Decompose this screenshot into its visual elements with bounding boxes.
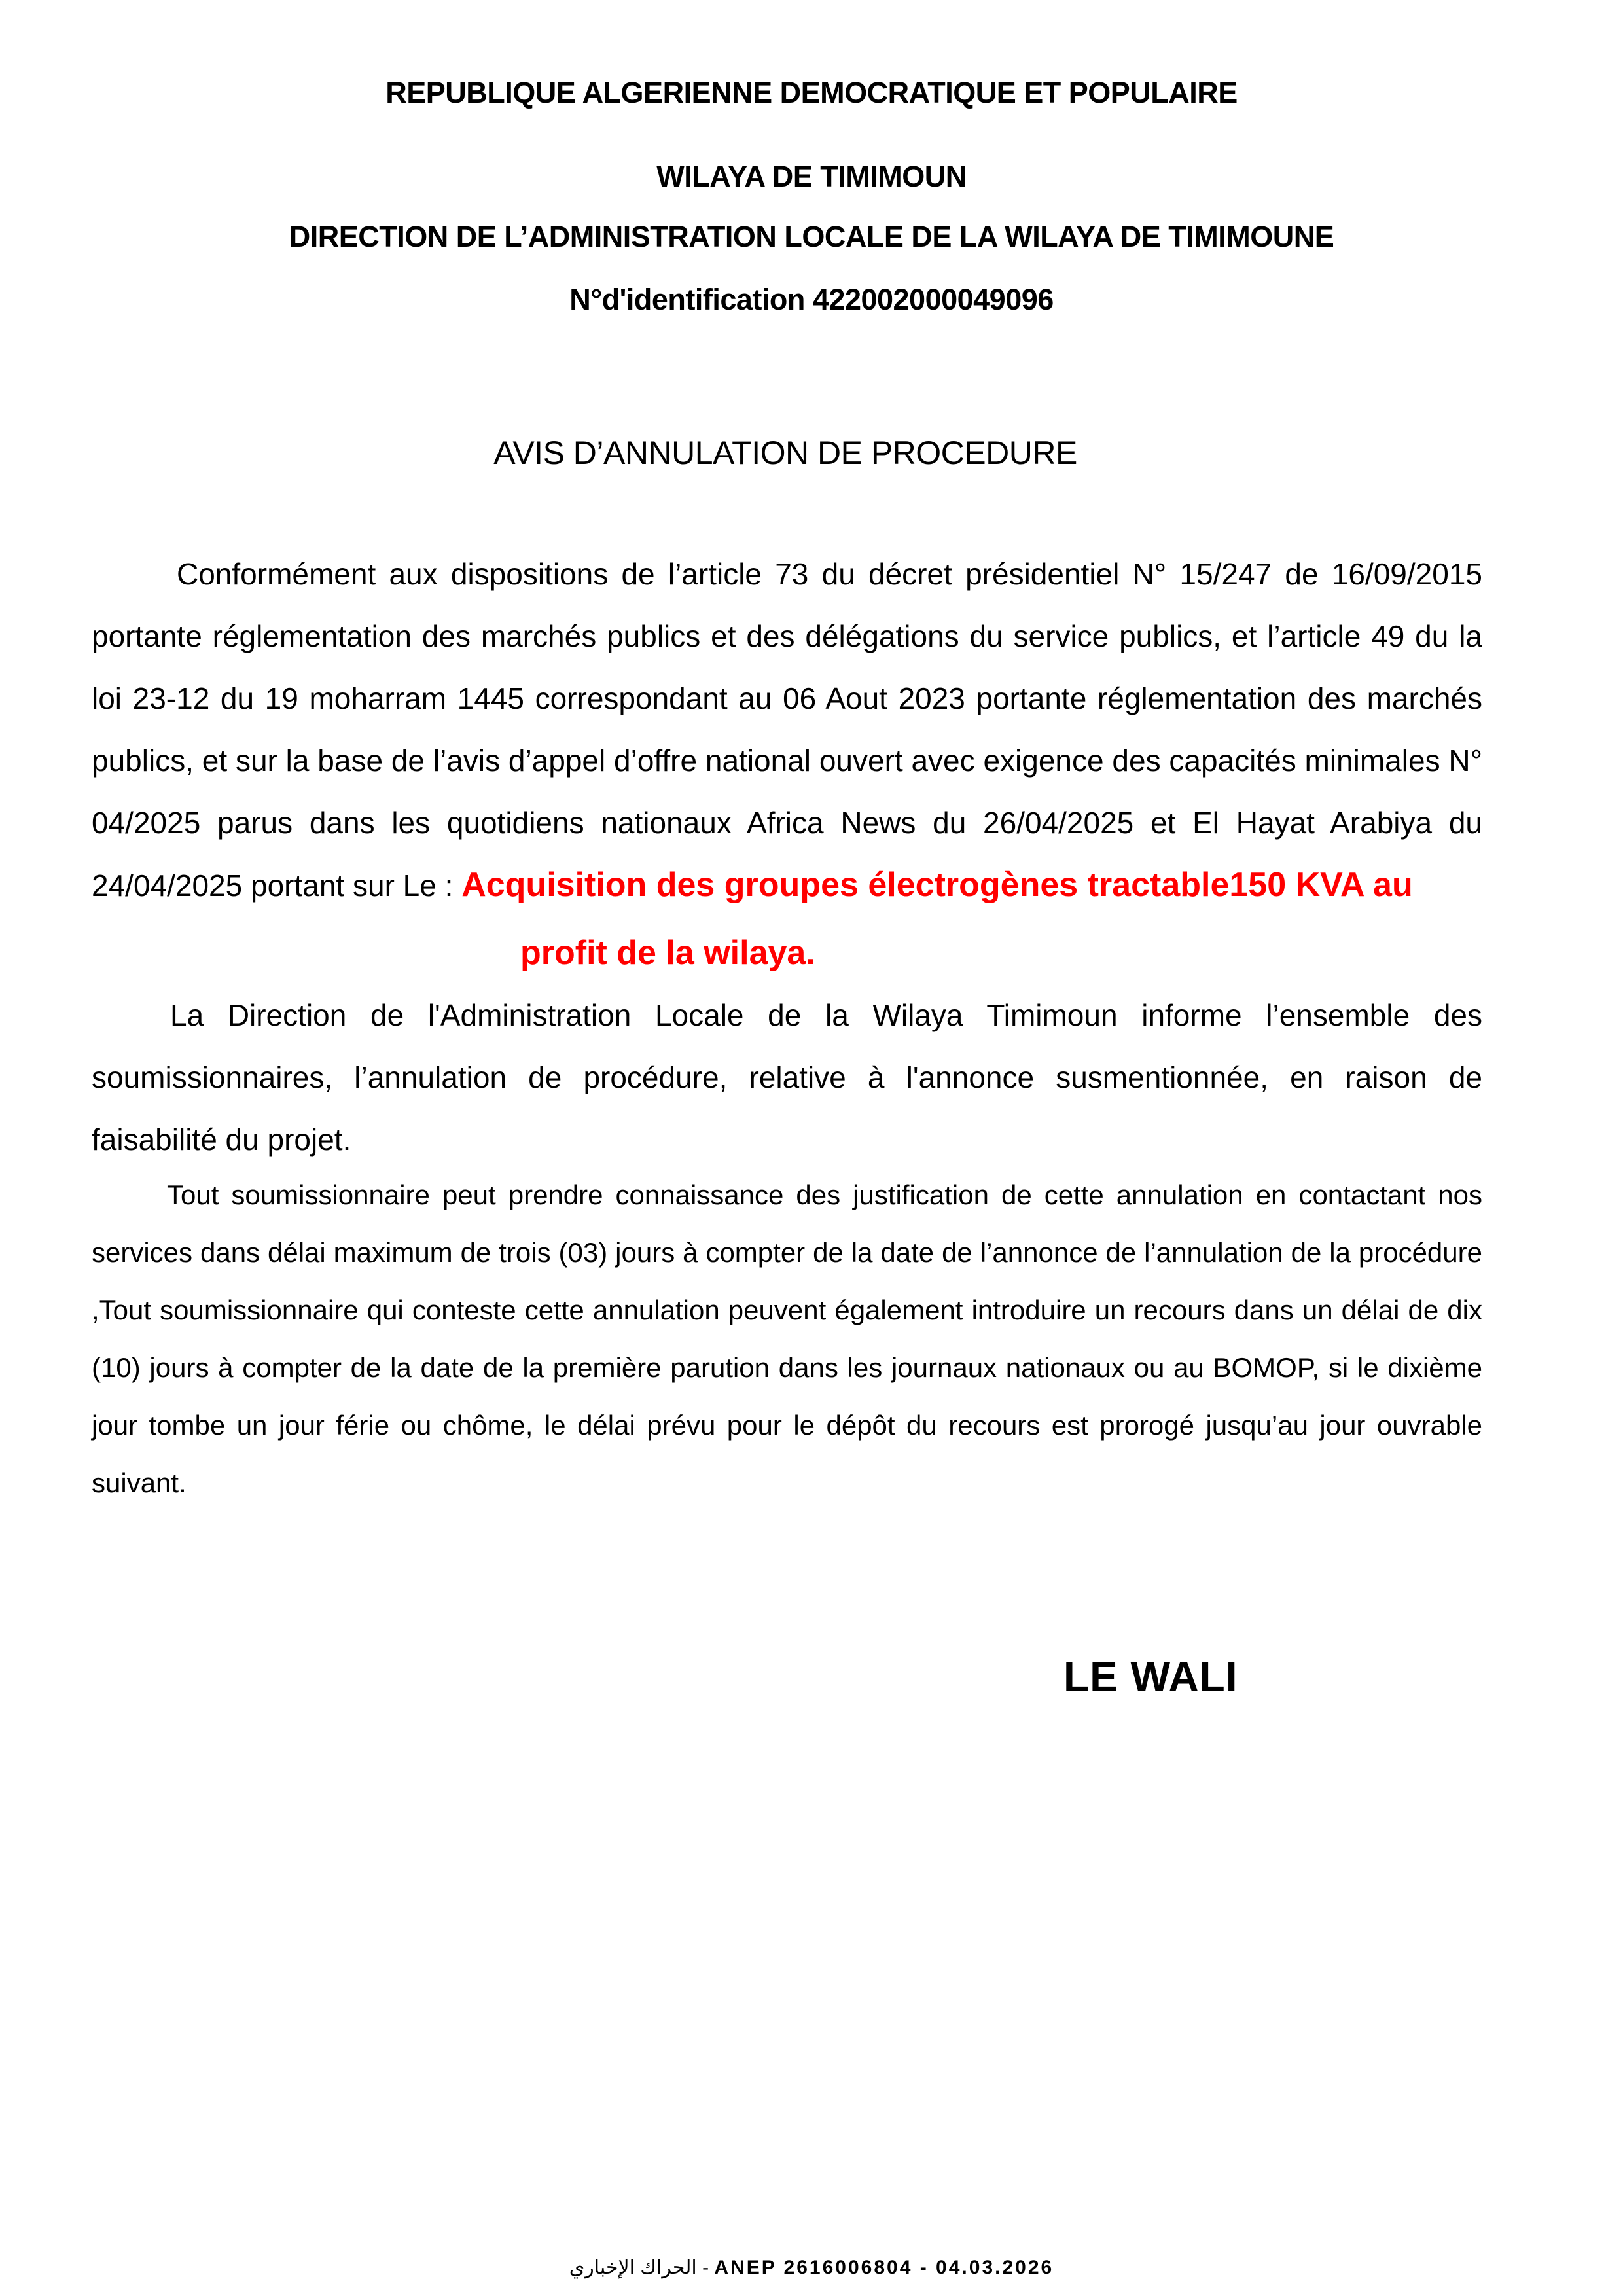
direction-heading: DIRECTION DE L’ADMINISTRATION LOCALE DE LA WILAYA DE TIMIMOUNE [289,220,1334,253]
wilaya-heading: WILAYA DE TIMIMOUN [656,160,967,193]
footer-anep-code: ANEP 2616006804 - 04.03.2026 [714,2257,1054,2278]
paragraph-recourse: Tout soumissionnaire peut prendre connaissance des justification de cette annulation en contactant nos services dans délai maximum de trois (03) jours à compter de la date de l’annonce de l’annulation de la procédure ,Tout soumissionnaire qui conteste cette annulation peuvent également introduire un recours dans un délai de dix (10) jours à compter de la date de la première parution dans les journaux nationaux ou au BOMOP, si le dixième jour tombe un jour férie ou chôme, le délai prévu pour le dépôt du recours est prorogé jusqu’au jour ouvrable suivant. [92,1179,1482,1498]
footer-separator: - [696,2257,715,2278]
paragraph-legal-basis-text: Conformément aux dispositions de l’article 73 du décret présidentiel N° 15/247 de 16/09/2015 portante réglementation des marchés publics et des délégations du service publics, et l’article 49 du la loi 23-12 du 19 moharram 1445 correspondant au 06 Aout 2023 portante réglementation des marchés publics, et sur la base de l’avis d’appel d’offre national ouvert avec exigence des capacités minimales N° 04/2025 parus dans les quotidiens nationaux Africa News du 26/04/2025 et El Hayat Arabiya du 24/04/2025 portant sur Le : [92,557,1482,903]
paragraph-cancellation: La Direction de l'Administration Locale de la Wilaya Timimoun informe l’ensemble des soumissionnaires, l’annulation de procédure, relative à l'annonce susmentionnée, en raison de faisabilité du projet. [92,998,1482,1157]
subject-highlight-continued: profit de la wilaya. [520,934,815,972]
footer-reference [0,2255,1623,2281]
identification-number: N°d'identification 422002000049096 [569,283,1054,316]
paragraph-legal-basis [92,543,1482,917]
republic-heading: REPUBLIQUE ALGERIENNE DEMOCRATIQUE ET POPULAIRE [385,76,1238,109]
subject-highlight: Acquisition des groupes électrogènes tractable150 KVA au [461,866,1413,904]
signature-title: LE WALI [1063,1653,1238,1700]
notice-title: AVIS D’ANNULATION DE PROCEDURE [493,435,1077,471]
footer-publication-name: الحراك الإخباري [569,2257,697,2278]
